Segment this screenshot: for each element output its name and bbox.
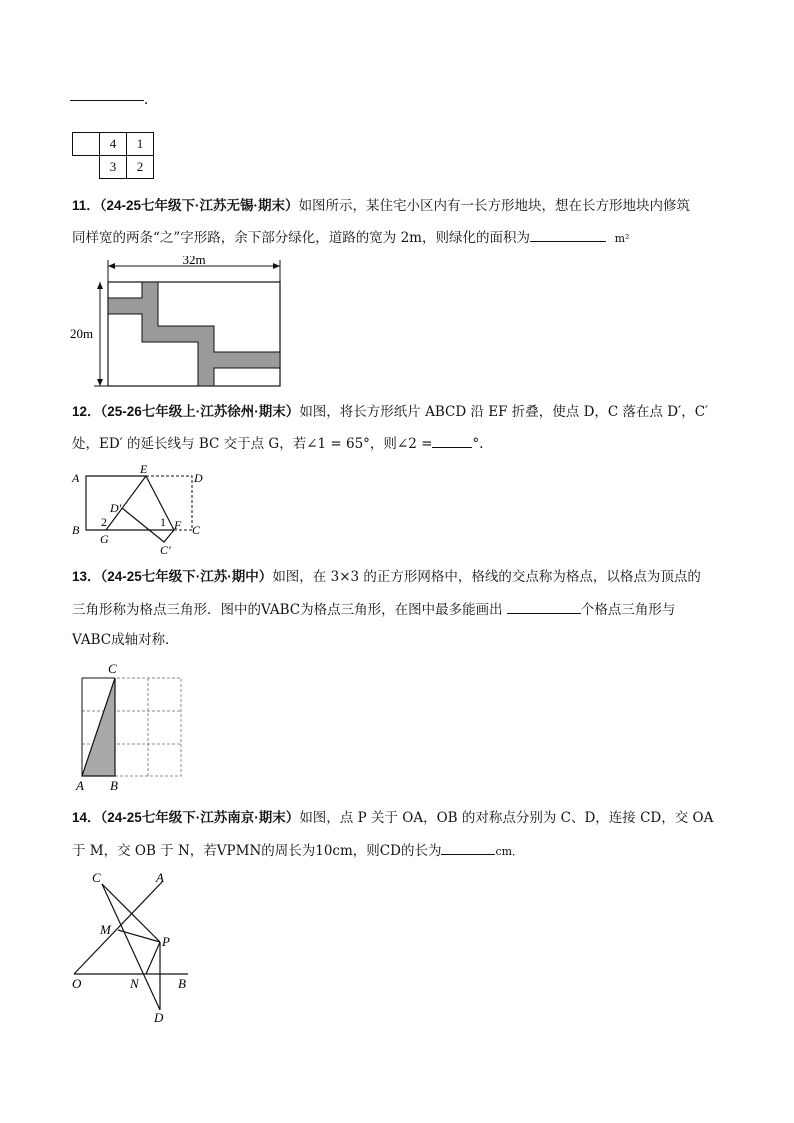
- point-label: C: [108, 661, 117, 676]
- point-label: G: [100, 532, 109, 546]
- line-np: [146, 942, 160, 974]
- grid-cell-empty: [73, 156, 100, 179]
- point-label: B: [178, 976, 186, 991]
- unit-text: cm．: [495, 845, 524, 858]
- answer-blank[interactable]: [432, 433, 472, 448]
- ray-oa: [74, 882, 162, 974]
- grid-cell: [73, 133, 100, 156]
- point-label: B: [110, 778, 118, 793]
- point-label: P: [162, 934, 170, 949]
- arrow-right-icon: [273, 263, 280, 269]
- question-text: 如图，点 P 关于 OA，OB 的对称点分别为 C、D，连接 CD，交 OA: [299, 810, 714, 826]
- point-label: M: [100, 922, 111, 937]
- answer-blank[interactable]: [70, 100, 144, 101]
- point-label: A: [156, 870, 164, 885]
- question-number: 12．: [72, 404, 101, 419]
- question-source: （24-25七年级下·江苏·期中）: [100, 569, 273, 584]
- grid-cell: 4: [100, 133, 127, 156]
- reflection-figure: [68, 868, 198, 1024]
- point-label: O: [72, 976, 82, 991]
- triangle-abc: [82, 678, 115, 776]
- grid-cell: 3: [100, 156, 127, 179]
- question-source: （24-25七年级下·江苏南京·期末）: [100, 810, 300, 825]
- answer-blank[interactable]: [530, 227, 606, 242]
- question-number: 11．: [72, 198, 100, 213]
- point-label: F: [174, 518, 182, 532]
- question-source: （24-25七年级下·江苏无锡·期末）: [99, 198, 299, 213]
- angle-label: 1: [160, 515, 166, 529]
- arrow-up-icon: [97, 282, 103, 289]
- question-number: 13．: [72, 569, 101, 584]
- angle-label: 2: [101, 515, 107, 529]
- question-text: 同样宽的两条“之”字形路，余下部分绿化，道路的宽为 2m，则绿化的面积为: [72, 230, 530, 246]
- road-figure: [68, 256, 288, 390]
- question-14-line-2: [72, 840, 523, 862]
- question-11-line-2: [72, 227, 629, 249]
- point-label: E: [140, 462, 148, 476]
- point-label: C′: [160, 543, 171, 557]
- period-text: .: [144, 92, 149, 108]
- point-label: D: [194, 471, 203, 485]
- question-text: 如图，将长方形纸片 ABCD 沿 EF 折叠，使点 D，C 落在点 D′，C′: [299, 404, 709, 420]
- width-label: 32m: [182, 256, 206, 267]
- question-13-line-2: [72, 599, 675, 620]
- height-label: 20m: [70, 326, 94, 341]
- question-text: VABC成轴对称．: [72, 632, 179, 648]
- point-label: B: [72, 523, 80, 537]
- answer-blank[interactable]: [441, 840, 495, 855]
- question-number: 14．: [72, 810, 101, 825]
- grid-triangle-figure: [68, 658, 188, 794]
- question-source: （25-26七年级上·江苏徐州·期末）: [100, 404, 300, 419]
- question-text: 处，ED′ 的延长线与 BC 交于点 G，若∠1 = 65°，则∠2 =: [72, 436, 433, 452]
- fold-figure: [68, 460, 218, 560]
- question-text: 个格点三角形与: [580, 602, 676, 618]
- point-label: A: [72, 471, 80, 485]
- answer-blank[interactable]: [507, 599, 581, 614]
- arrow-down-icon: [97, 379, 103, 386]
- question-12-line-2: [72, 433, 483, 454]
- unit-text: m²: [614, 232, 630, 245]
- point-label: D: [154, 1010, 164, 1024]
- question-text: 如图，在 3×3 的正方形网格中，格线的交点称为格点，以格点为顶点的: [272, 569, 701, 585]
- arrow-left-icon: [108, 263, 115, 269]
- question-12-line-1: [72, 402, 708, 422]
- folded-edge: [122, 508, 174, 542]
- question-13-line-1: [72, 567, 701, 587]
- line-cd: [102, 884, 160, 1010]
- question-text: 于 M，交 OB 于 N，若VPMN的周长为10cm，则CD的长为: [72, 843, 442, 859]
- point-label: C: [192, 523, 201, 537]
- number-grid: [72, 132, 154, 179]
- grid-cell: 2: [127, 156, 154, 179]
- question-11-line-1: [72, 196, 690, 216]
- point-label: A: [76, 778, 84, 793]
- point-label: D′: [110, 501, 122, 515]
- question-text: 如图所示，某住宅小区内有一长方形地块，想在长方形地块内修筑: [298, 198, 691, 214]
- question-text: °.: [472, 436, 484, 452]
- point-label: C: [92, 870, 101, 885]
- point-label: N: [130, 976, 139, 991]
- grid-cell: 1: [127, 133, 154, 156]
- question-13-line-3: [72, 630, 179, 650]
- question-14-line-1: [72, 808, 713, 828]
- question-text: 三角形称为格点三角形．图中的VABC为格点三角形，在图中最多能画出: [72, 602, 503, 618]
